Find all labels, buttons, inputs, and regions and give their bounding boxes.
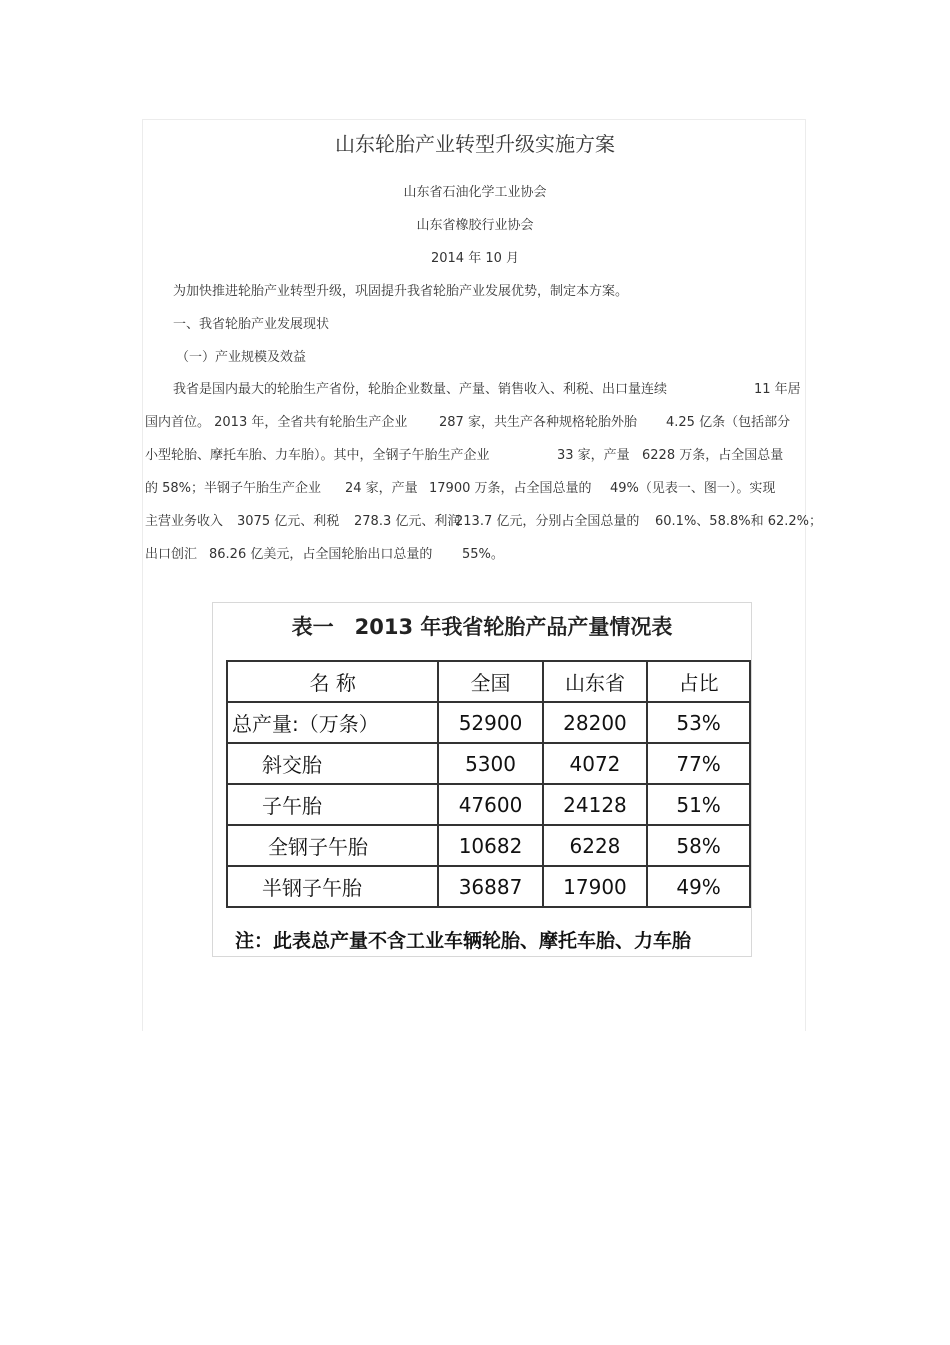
table-row xyxy=(227,866,750,907)
national-value: 5300 xyxy=(438,743,542,784)
body-text: 出口创汇 xyxy=(145,547,198,562)
section-heading: 一、我省轮胎产业发展现状 xyxy=(173,317,330,332)
row-label: 全钢子午胎 xyxy=(227,825,438,866)
table-header-row xyxy=(227,661,750,702)
document-title: 山东轮胎产业转型升级实施方案 xyxy=(335,132,615,156)
body-text: 24 家，产量 xyxy=(345,481,418,496)
production-table-figure xyxy=(212,602,752,957)
body-text: 4.25 亿条（包括部分 xyxy=(666,415,791,430)
body-text: 33 家，产量 xyxy=(557,448,630,463)
table-row xyxy=(227,825,750,866)
table-row xyxy=(227,743,750,784)
shandong-value: 6228 xyxy=(543,825,647,866)
body-text: 86.26 亿美元，占全国轮胎出口总量的 xyxy=(209,547,433,562)
body-text: 我省是国内最大的轮胎生产省份，轮胎企业数量、产量、销售收入、利税、出口量连续 xyxy=(173,382,668,397)
body-text: 国内首位。 2013 年，全省共有轮胎生产企业 xyxy=(145,415,408,430)
row-label: 斜交胎 xyxy=(227,743,438,784)
body-text: 60.1%、58.8%和 62.2%； xyxy=(655,514,823,529)
share-value: 58% xyxy=(647,825,750,866)
share-value: 53% xyxy=(647,702,750,743)
header-share: 占比 xyxy=(647,661,750,702)
header-national: 全国 xyxy=(438,661,542,702)
body-text: 213.7 亿元，分别占全国总量的 xyxy=(455,514,640,529)
header-shandong: 山东省 xyxy=(543,661,647,702)
national-value: 36887 xyxy=(438,866,542,907)
body-text: 小型轮胎、摩托车胎、力车胎）。其中，全钢子午胎生产企业 xyxy=(145,448,490,463)
national-value: 52900 xyxy=(438,702,542,743)
author-org-2: 山东省橡胶行业协会 xyxy=(416,218,534,233)
body-text: 3075 亿元、利税 xyxy=(237,514,340,529)
body-text: 的 58%；半钢子午胎生产企业 xyxy=(145,481,322,496)
table-note: 注：此表总产量不含工业车辆轮胎、摩托车胎、力车胎 xyxy=(235,930,692,952)
body-text: 55%。 xyxy=(462,547,504,562)
shandong-value: 24128 xyxy=(543,784,647,825)
document-date: 2014 年 10 月 xyxy=(430,251,520,266)
author-org-1: 山东省石油化学工业协会 xyxy=(403,185,547,200)
header-name: 名 称 xyxy=(227,661,438,702)
body-text: 287 家，共生产各种规格轮胎外胎 xyxy=(439,415,637,430)
share-value: 77% xyxy=(647,743,750,784)
production-table xyxy=(226,660,751,908)
intro-paragraph: 为加快推进轮胎产业转型升级，巩固提升我省轮胎产业发展优势，制定本方案。 xyxy=(173,284,629,299)
table-row xyxy=(227,702,750,743)
row-label: 子午胎 xyxy=(227,784,438,825)
body-text: 11 年居 xyxy=(754,382,801,397)
subsection-heading: （一）产业规模及效益 xyxy=(176,350,307,365)
row-label: 总产量:（万条） xyxy=(227,702,438,743)
body-text: 17900 万条，占全国总量的 xyxy=(429,481,592,496)
shandong-value: 17900 xyxy=(543,866,647,907)
share-value: 51% xyxy=(647,784,750,825)
share-value: 49% xyxy=(647,866,750,907)
table-title: 表一 2013 年我省轮胎产品产量情况表 xyxy=(291,615,673,639)
national-value: 10682 xyxy=(438,825,542,866)
body-text: 主营业务收入 xyxy=(145,514,224,529)
body-text: 49%（见表一、图一）。实现 xyxy=(610,481,776,496)
national-value: 47600 xyxy=(438,784,542,825)
table-row xyxy=(227,784,750,825)
row-label: 半钢子午胎 xyxy=(227,866,438,907)
body-text: 6228 万条，占全国总量 xyxy=(642,448,784,463)
shandong-value: 4072 xyxy=(543,743,647,784)
body-text: 278.3 亿元、利润 xyxy=(354,514,461,529)
shandong-value: 28200 xyxy=(543,702,647,743)
